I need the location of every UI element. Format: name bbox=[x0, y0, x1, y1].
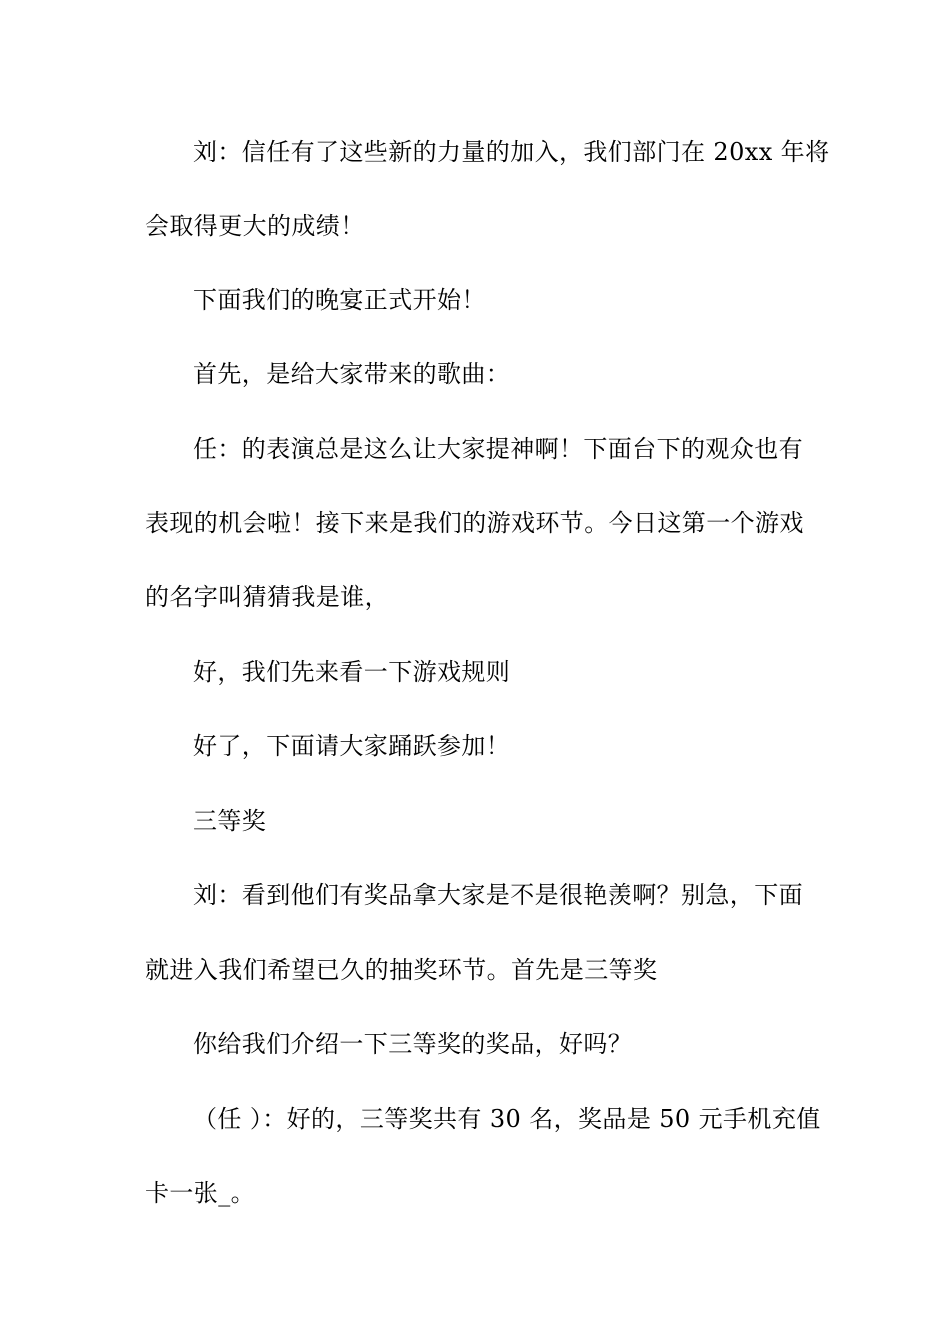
paragraph-line: 三等奖 bbox=[193, 807, 267, 835]
paragraph-line: 表现的机会啦！接下来是我们的游戏环节。今日这第一个游戏 bbox=[145, 509, 804, 537]
paragraph-line: 的名字叫猜猜我是谁， bbox=[145, 583, 389, 611]
paragraph-line: 就进入我们希望已久的抽奖环节。首先是三等奖 bbox=[145, 956, 658, 984]
paragraph-line: 首先，是给大家带来的歌曲： bbox=[193, 360, 511, 388]
paragraph-line: 会取得更大的成绩！ bbox=[145, 212, 365, 240]
paragraph-line: 好，我们先来看一下游戏规则 bbox=[193, 658, 511, 686]
paragraph-line: 刘：看到他们有奖品拿大家是不是很艳羡啊？别急，下面 bbox=[193, 881, 803, 909]
paragraph-line: （任 ）：好的，三等奖共有 30 名，奖品是 50 元手机充值 bbox=[193, 1105, 821, 1133]
paragraph-line: 刘：信任有了这些新的力量的加入，我们部门在 20xx 年将 bbox=[193, 138, 830, 166]
paragraph-line: 好了，下面请大家踊跃参加！ bbox=[193, 732, 511, 760]
paragraph-line: 你给我们介绍一下三等奖的奖品，好吗？ bbox=[193, 1030, 633, 1058]
paragraph-line: 任：的表演总是这么让大家提神啊！下面台下的观众也有 bbox=[193, 435, 803, 463]
paragraph-line: 卡一张_。 bbox=[145, 1179, 255, 1207]
paragraph-line: 下面我们的晚宴正式开始！ bbox=[193, 286, 486, 314]
